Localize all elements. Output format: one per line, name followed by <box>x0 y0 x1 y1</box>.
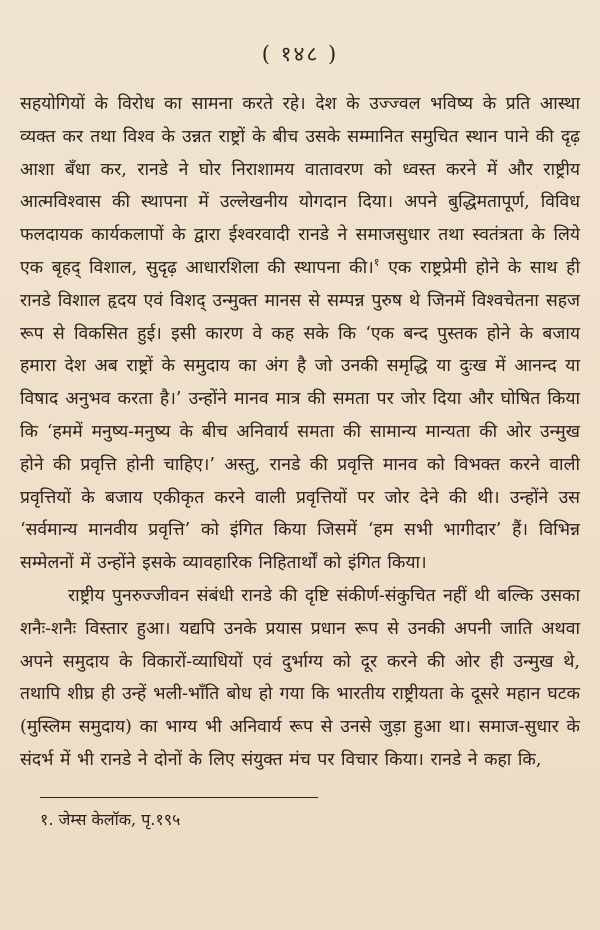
paragraph-2: राष्ट्रीय पुनरुज्जीवन संबंधी रानडे की दृष्टि संकीर्ण-संकुचित नहीं थी बल्कि उसका शनैः-शनैः विस्तार हुआ। यद्यपि उनके प्रयास प्रधान रूप से उनकी अपनी जाति अथवा अपने समुदाय के विकारों-व्याधियों एवं दुर्भाग्य को दूर करने की ओर ही उन्मुख थे, तथापि शीघ्र ही उन्हें भली-भाँति बोध हो गया कि भारतीय राष्ट्रीयता के दूसरे महान घटक (मुस्लिम समुदाय) का भाग्य भी अनिवार्य रूप से उनसे जुड़ा हुआ था। समाज-सुधार के संदर्भ में भी रानडे ने दोनों के लिए संयुक्त मंच पर विचार किया। रानडे ने कहा कि, <box>20 585 580 770</box>
paragraph-1 <box>20 88 580 580</box>
footnote: १. जेम्स केलॉक, पृ.१९५ <box>40 809 181 829</box>
page-number: ( १४८ ) <box>261 42 339 66</box>
paragraph-1-part-a: सहयोगियों के विरोध का सामना करते रहे। देश के उज्ज्वल भविष्य के प्रति आस्था व्यक्त कर तथा विश्व के उन्नत राष्ट्रों के बीच उसके सम्मानित समुचित स्थान पाने की दृढ़ आशा बँधा कर, रानडे ने घोर निराशामय वातावरण को ध्वस्त करने में और राष्ट्रीय आत्मविश्वास की स्थापना में उल्लेखनीय योगदान दिया। अपने बुद्धिमतापूर्ण, विविध फलदायक कार्यकलापों के द्वारा ईश्वरवादी रानडे ने समाजसुधार तथा स्वतंत्रता के लिये एक बृहद् विशाल, सुदृढ़ आधारशिला की स्थापना की। <box>20 94 580 278</box>
footnote-reference: १ <box>373 256 380 270</box>
footnote-divider <box>40 797 318 798</box>
paragraph-1-part-b: एक राष्ट्रप्रेमी होने के साथ ही रानडे विशाल हृदय एवं विशद् उन्मुक्त मानस से सम्पन्न पुरुष थे जिनमें विश्वचेतना सहज रूप से विकसित हुई। इसी कारण वे कह सके कि ‘एक बन्द पुस्तक होने के बजाय हमारा देश अब राष्ट्रों के समुदाय का अंग है जो उनकी समृद्धि या दुःख में आनन्द या विषाद अनुभव करता है।’ उन्होंने मानव मात्र की समता पर जोर दिया और घोषित किया कि ‘हममें मनुष्य-मनुष्य के बीच अनिवार्य समता की सामान्य मान्यता की ओर उन्मुख होने की प्रवृत्ति होनी चाहिए।’ अस्तु, रानडे की प्रवृत्ति मानव को विभक्त करने वाली प्रवृत्तियों के बजाय एकीकृत करने वाली प्रवृत्तियों पर जोर देने की थी। उन्होंने उस ‘सर्वमान्य मानवीय प्रवृत्ति’ को इंगित किया जिसमें ‘हम सभी भागीदार’ हैं। विभिन्न सम्मेलनों में उन्होंने इसके व्यावहारिक निहितार्थों को इंगित किया। <box>20 257 580 574</box>
